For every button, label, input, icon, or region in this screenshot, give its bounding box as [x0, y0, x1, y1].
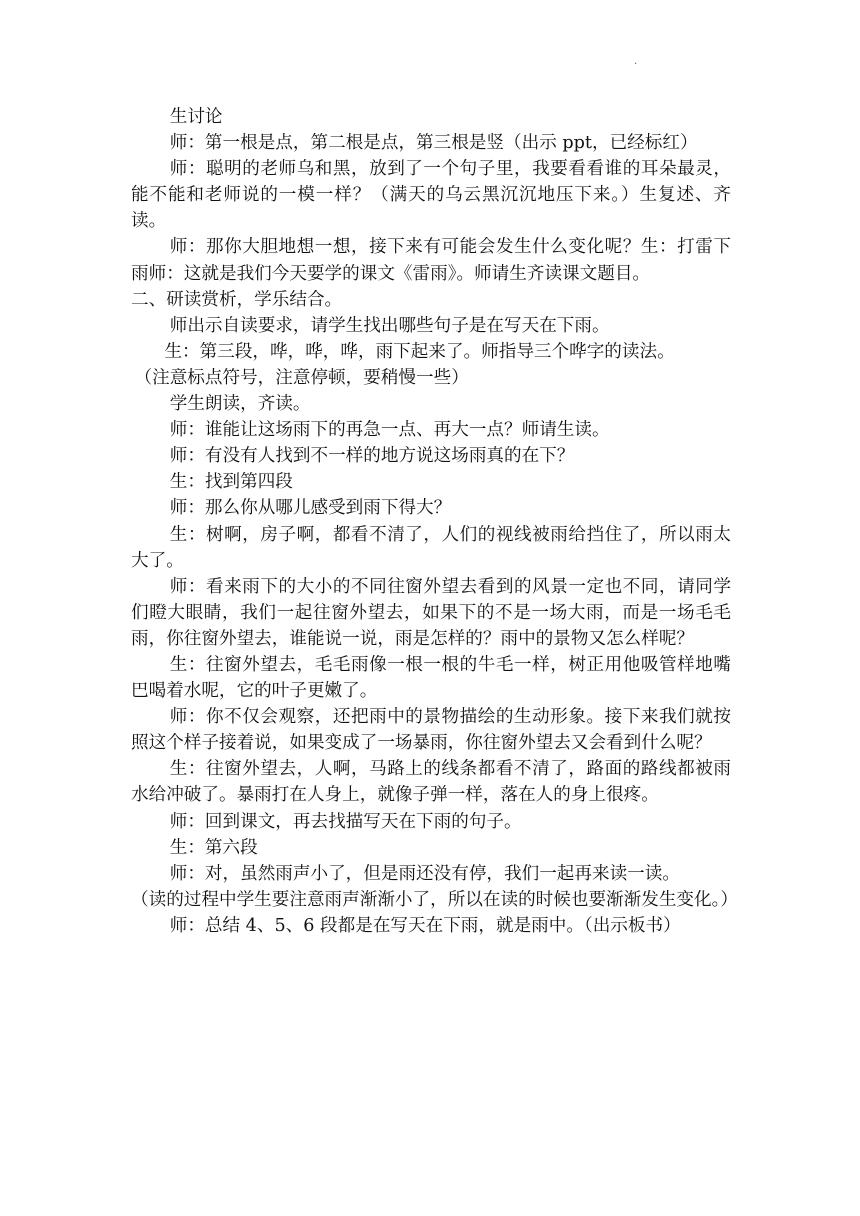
- paragraph: 师出示自读要求，请学生找出哪些句子是在写天在下雨。: [169, 315, 610, 336]
- paragraph: 师：看来雨下的大小的不同往窗外望去看到的风景一定也不同，请同学们瞪大眼睛，我们一起往窗外望去，如果下的不是一场大雨，而是一场毛毛雨，你往窗外望去，谁能说一说，雨是怎样的？雨中的景物又怎么样呢？: [131, 576, 731, 649]
- paragraph: 师：你不仅会观察，还把雨中的景物描绘的生动形象。接下来我们就按照这个样子接着说，如果变成了一场暴雨，你往窗外望去又会看到什么呢？: [131, 707, 731, 754]
- paragraph: 师：那你大胆地想一想，接下来有可能会发生什么变化呢？生：打雷下雨师：这就是我们今天要学的课文《雷雨》。师请生齐读课文题目。: [131, 237, 731, 284]
- header-mark: .: [634, 56, 638, 67]
- paragraph: 师：有没有人找到不一样的地方说这场雨真的在下？: [169, 446, 575, 467]
- paragraph: （注意标点符号，注意停顿，要稍慢一些）: [134, 367, 469, 388]
- paragraph: 生讨论: [169, 107, 223, 127]
- paragraph: 师：那么你从哪儿感受到雨下得大？: [169, 498, 452, 519]
- paragraph: 生：往窗外望去，毛毛雨像一根一根的牛毛一样，树正用他吸管样地嘴巴喝着水呢，它的叶子更嫩了。: [131, 654, 731, 702]
- paragraph: 师：回到课文，再去找描写天在下雨的句子。: [169, 811, 522, 832]
- paragraph: 生：往窗外望去，人啊，马路上的线条都看不清了，路面的路线都被雨水给冲破了。暴雨打在人身上，就像子弹一样，落在人的身上很疼。: [131, 759, 731, 806]
- paragraph: 生：第三段，哗，哗，哗，雨下起来了。师指导三个哗字的读法。: [164, 341, 675, 362]
- paragraph: 师：对，虽然雨声小了，但是雨还没有停，我们一起再来读一读。: [169, 863, 680, 884]
- paragraph: 师：总结 4、5、6 段都是在写天在下雨，就是雨中。（出示板书）: [169, 915, 681, 936]
- section-heading: 二、研读赏析，学乐结合。: [131, 289, 343, 310]
- paragraph: （读的过程中学生要注意雨声渐渐小了，所以在读的时候也要渐渐发生变化。）: [131, 889, 738, 910]
- paragraph: 生：找到第四段: [169, 472, 293, 493]
- paragraph: 生：树啊，房子啊，都看不清了，人们的视线被雨给挡住了，所以雨太大了。: [131, 524, 731, 571]
- paragraph: 师：谁能让这场雨下的再急一点、再大一点？师请生读。: [169, 420, 610, 441]
- paragraph: 师：第一根是点，第二根是点，第三根是竖（出示 ppt，已经标红）: [169, 133, 698, 154]
- lesson-body: [131, 104, 738, 939]
- paragraph: 学生朗读，齐读。: [169, 394, 311, 415]
- paragraph: 师：聪明的老师乌和黑，放到了一个句子里，我要看看谁的耳朵最灵，能不能和老师说的一模一样？（满天的乌云黑沉沉地压下来。）生复述、齐读。: [131, 159, 731, 232]
- paragraph: 生：第六段: [169, 837, 258, 858]
